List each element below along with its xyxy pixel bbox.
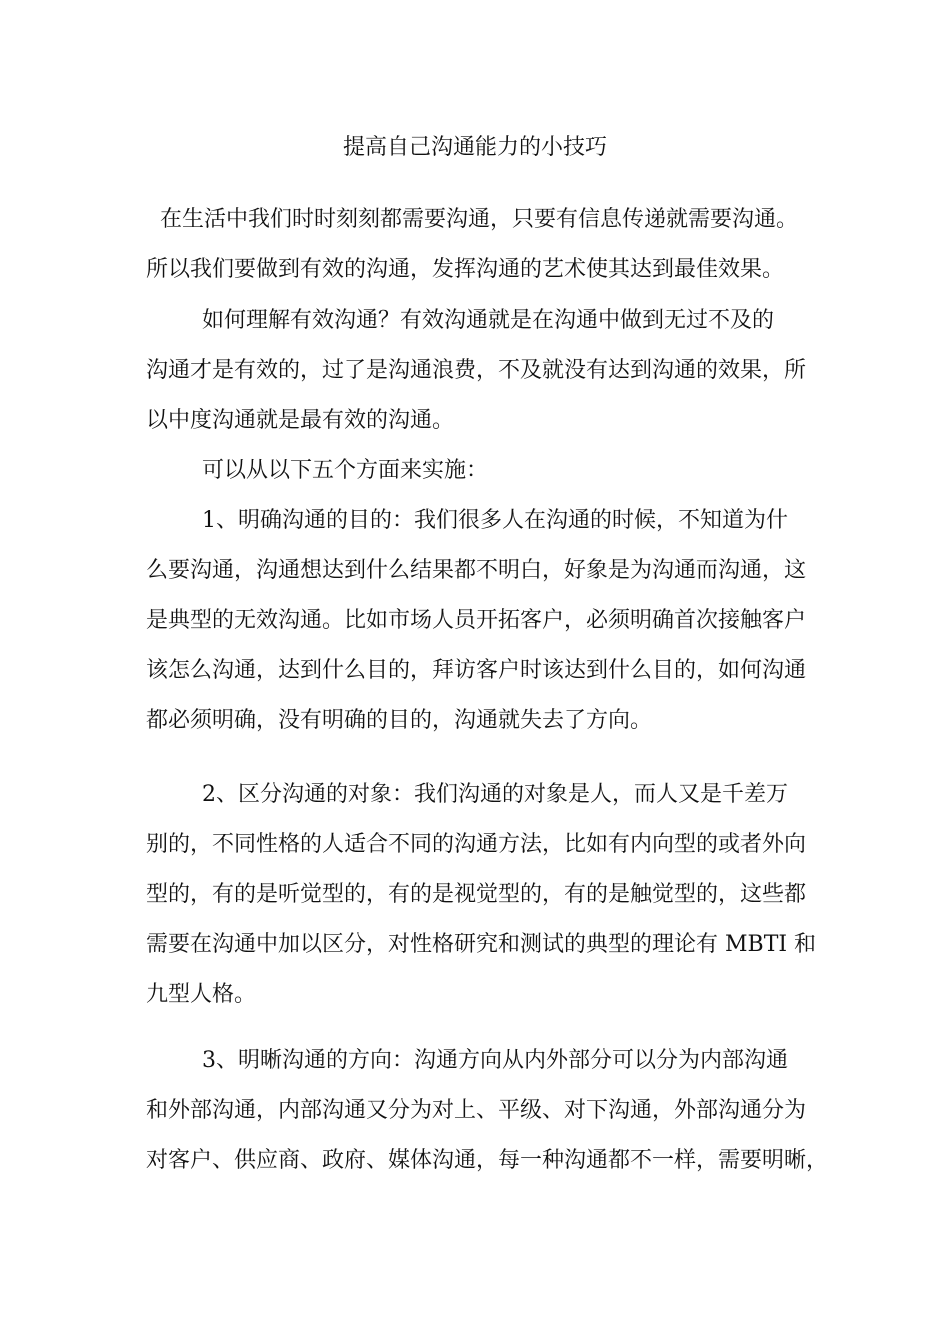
paragraph-line: 如何理解有效沟通？有效沟通就是在沟通中做到无过不及的 xyxy=(146,308,774,333)
paragraph-line: 3、明晰沟通的方向：沟通方向从内外部分可以分为内部沟通 xyxy=(146,1048,788,1073)
paragraph-line: 和外部沟通，内部沟通又分为对上、平级、对下沟通，外部沟通分为 xyxy=(146,1098,807,1123)
paragraph-line: 都必须明确，没有明确的目的，沟通就失去了方向。 xyxy=(146,708,653,733)
paragraph-line: 型的，有的是听觉型的，有的是视觉型的，有的是触觉型的，这些都 xyxy=(146,882,807,907)
paragraph-line: 2、区分沟通的对象：我们沟通的对象是人，而人又是千差万 xyxy=(146,782,788,807)
page-title: 提高自己沟通能力的小技巧 xyxy=(342,135,607,160)
paragraph-point-2 xyxy=(146,770,817,1020)
paragraph-line: 所以我们要做到有效的沟通，发挥沟通的艺术使其达到最佳效果。 xyxy=(146,257,785,282)
paragraph-line: 该怎么沟通，达到什么目的，拜访客户时该达到什么目的，如何沟通 xyxy=(146,658,807,683)
paragraph-five-aspects xyxy=(146,446,812,496)
paragraph-definition xyxy=(146,296,812,446)
paragraph-point-3 xyxy=(146,1036,829,1186)
paragraph-line: 九型人格。 xyxy=(146,982,257,1007)
paragraph-line: 么要沟通，沟通想达到什么结果都不明白，好象是为沟通而沟通，这 xyxy=(146,558,807,583)
paragraph-line: 1、明确沟通的目的：我们很多人在沟通的时候，不知道为什 xyxy=(146,508,788,533)
paragraph-line: 可以从以下五个方面来实施： xyxy=(146,458,488,483)
paragraph-line: 需要在沟通中加以区分，对性格研究和测试的典型的理论有 MBTI 和 xyxy=(146,932,817,957)
paragraph-line: 以中度沟通就是最有效的沟通。 xyxy=(146,408,455,433)
paragraph-line: 是典型的无效沟通。比如市场人员开拓客户，必须明确首次接触客户 xyxy=(146,608,807,633)
paragraph-intro xyxy=(146,195,812,295)
paragraph-line: 对客户、供应商、政府、媒体沟通，每一种沟通都不一样，需要明晰， xyxy=(146,1148,829,1173)
paragraph-point-1 xyxy=(146,496,812,746)
paragraph-line: 沟通才是有效的，过了是沟通浪费，不及就没有达到沟通的效果，所 xyxy=(146,358,807,383)
paragraph-line: 在生活中我们时时刻刻都需要沟通，只要有信息传递就需要沟通。 xyxy=(146,207,798,232)
paragraph-line: 别的，不同性格的人适合不同的沟通方法，比如有内向型的或者外向 xyxy=(146,832,807,857)
